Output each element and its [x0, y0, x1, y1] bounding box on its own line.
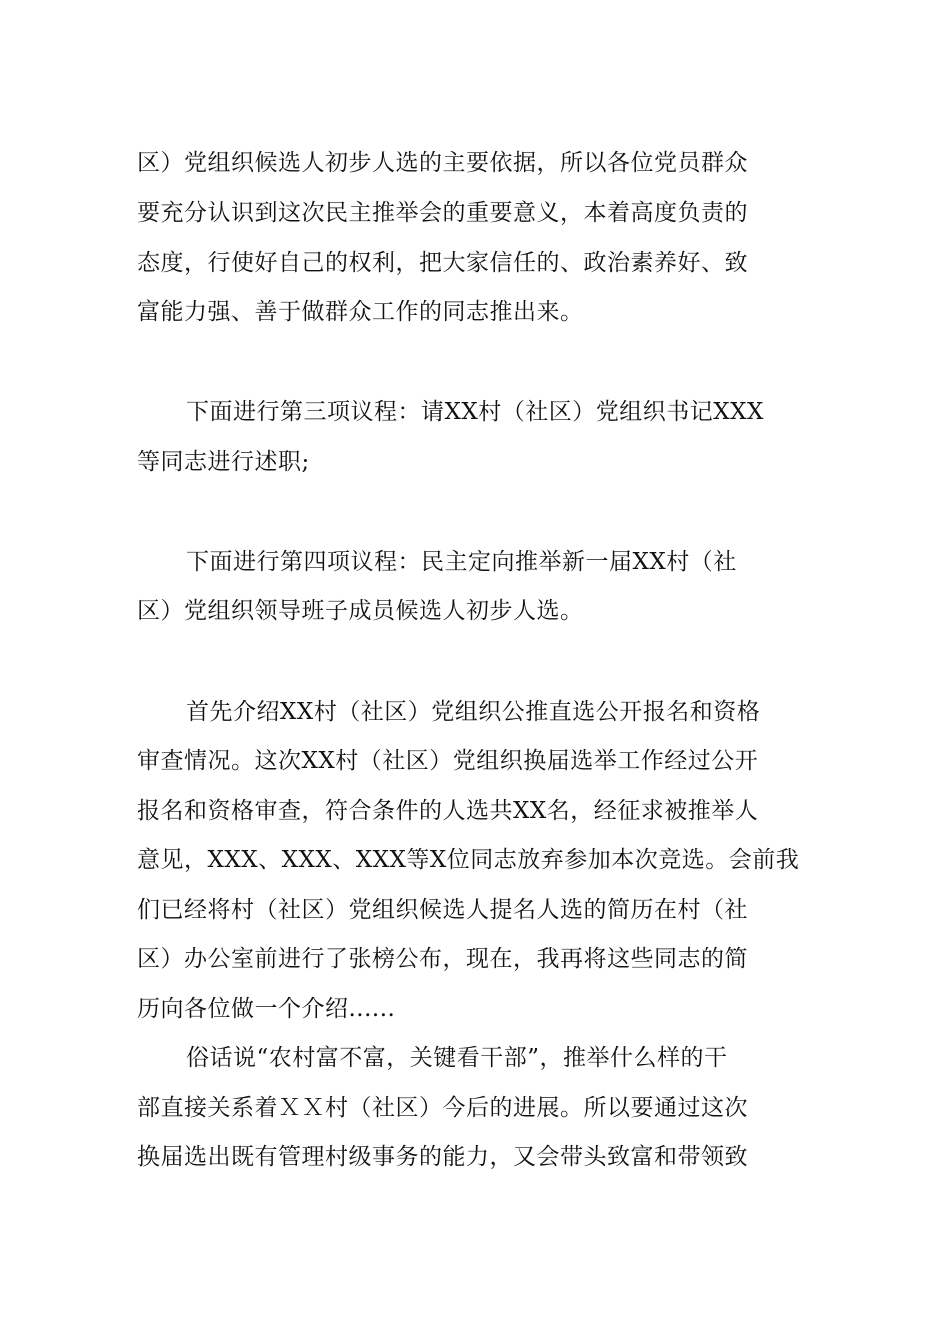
- paragraph-5-line-1: 俗话说“农村富不富，关键看干部”，推举什么样的干: [186, 1045, 728, 1071]
- paragraph-4-line-2: 审查情况。这次XX村（社区）党组织换届选举工作经过公开: [137, 748, 759, 774]
- paragraph-5-line-3: 换届选出既有管理村级事务的能力，又会带头致富和带领致: [137, 1144, 748, 1170]
- paragraph-2-line-2: 等同志进行述职;: [137, 449, 310, 475]
- paragraph-2-line-1: 下面进行第三项议程：请XX村（社区）党组织书记XXX: [186, 399, 764, 425]
- paragraph-4-line-1: 首先介绍XX村（社区）党组织公推直选公开报名和资格: [186, 699, 761, 725]
- paragraph-1-line-1: 区）党组织候选人初步人选的主要依据，所以各位党员群众: [137, 150, 748, 176]
- paragraph-1-line-4: 富能力强、善于做群众工作的同志推出来。: [137, 299, 584, 325]
- paragraph-4-line-4: 意见，XXX、XXX、XXX等X位同志放弃参加本次竞选。会前我: [137, 847, 800, 873]
- paragraph-4-line-6: 区）办公室前进行了张榜公布，现在，我再将这些同志的简: [137, 946, 748, 972]
- paragraph-3-line-1: 下面进行第四项议程：民主定向推举新一届XX村（社: [186, 549, 737, 575]
- paragraph-4-line-3: 报名和资格审查，符合条件的人选共XX名，经征求被推举人: [137, 798, 759, 824]
- paragraph-3-line-2: 区）党组织领导班子成员候选人初步人选。: [137, 598, 584, 624]
- paragraph-4-line-5: 们已经将村（社区）党组织候选人提名人选的简历在村（社: [137, 897, 748, 923]
- paragraph-1-line-2: 要充分认识到这次民主推举会的重要意义，本着高度负责的: [137, 200, 748, 226]
- paragraph-1-line-3: 态度，行使好自己的权利，把大家信任的、政治素养好、致: [137, 250, 748, 276]
- paragraph-4-line-7: 历向各位做一个介绍......: [137, 996, 396, 1022]
- paragraph-5-line-2: 部直接关系着ＸＸ村（社区）今后的进展。所以要通过这次: [137, 1095, 748, 1121]
